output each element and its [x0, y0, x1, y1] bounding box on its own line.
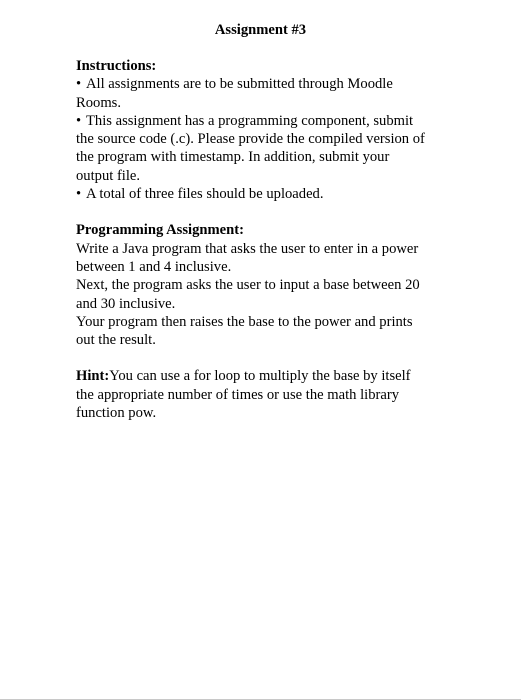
programming-heading: Programming Assignment: — [76, 222, 244, 239]
programming-line: Your program then raises the base to the power and prints — [76, 313, 413, 330]
hint-line: Hint:You can use a for loop to multiply the base by itself — [76, 368, 411, 385]
programming-line: Next, the program asks the user to input a base between 20 — [76, 277, 420, 294]
bullet-icon: • — [76, 112, 82, 129]
section-spacer — [76, 203, 452, 221]
bullet-icon: • — [76, 76, 82, 93]
instructions-line: Rooms. — [76, 94, 122, 111]
bullet-icon: • — [76, 186, 82, 203]
hint-line: the appropriate number of times or use the math library — [76, 386, 399, 403]
hint-heading: Hint: — [76, 368, 110, 385]
programming-line: and 30 inclusive. — [76, 295, 176, 312]
instructions-line: • This assignment has a programming component, submit — [76, 112, 414, 129]
instructions-line: the program with timestamp. In addition, submit your — [76, 149, 390, 166]
instructions-line: • All assignments are to be submitted through Moodle — [76, 76, 393, 93]
programming-line: out the result. — [76, 332, 156, 349]
instructions-line: the source code (.c). Please provide the compiled version of — [76, 131, 425, 148]
programming-line: between 1 and 4 inclusive. — [76, 258, 232, 275]
instructions-heading: Instructions: — [76, 58, 157, 74]
page-title: Assignment #3 — [214, 22, 307, 38]
hint-line: function pow. — [76, 405, 157, 422]
document-body — [76, 57, 452, 422]
instructions-line: output file. — [76, 167, 141, 184]
programming-line: Write a Java program that asks the user to enter in a power — [76, 240, 419, 257]
section-spacer — [76, 349, 452, 367]
instructions-line: • A total of three files should be uploaded. — [76, 186, 324, 203]
